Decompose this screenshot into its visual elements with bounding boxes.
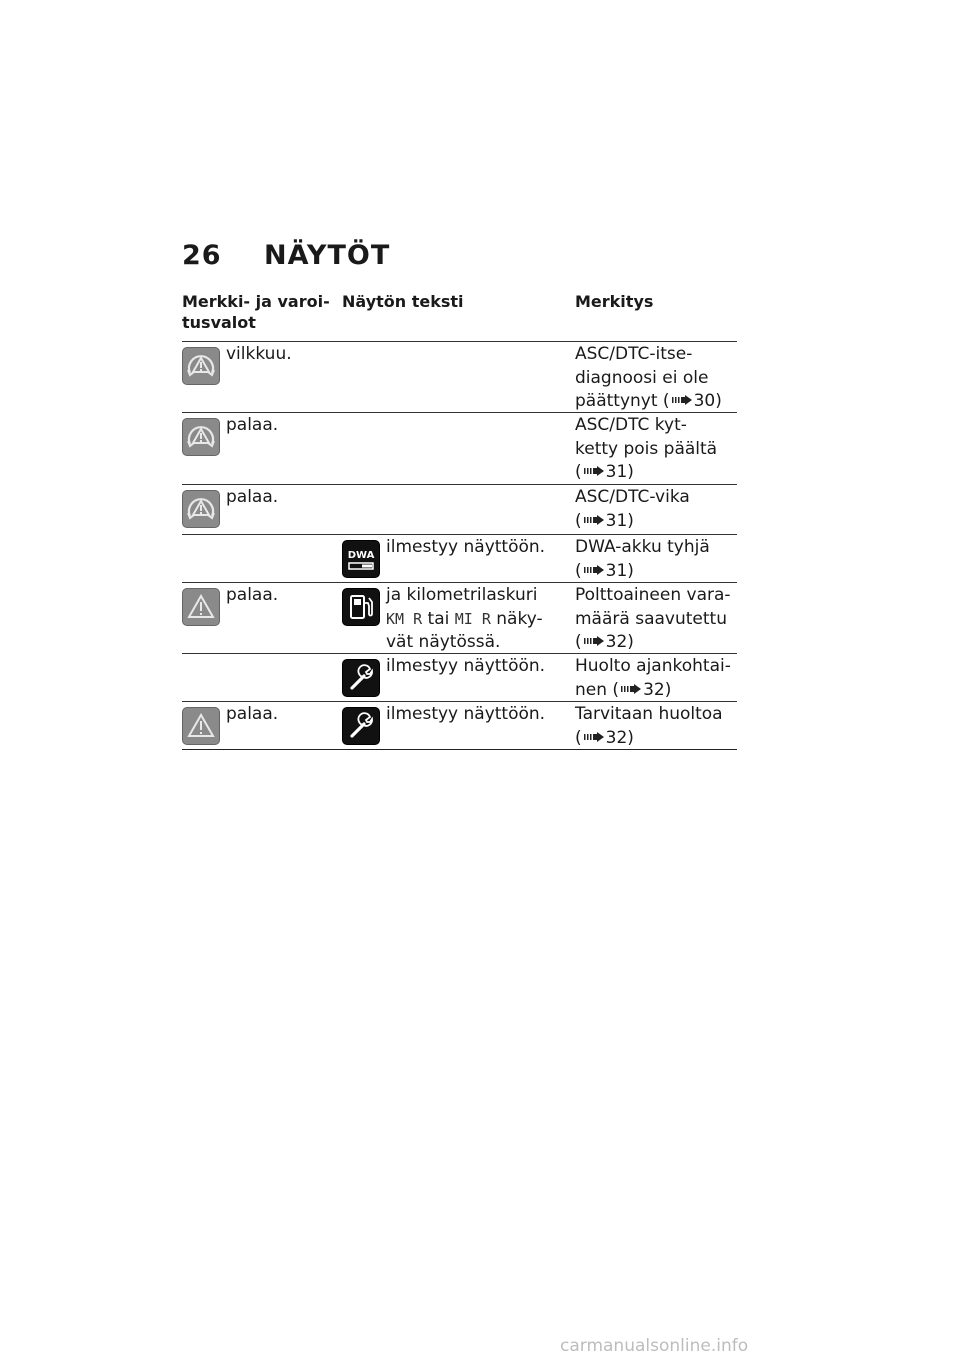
odometer-code-mi: MI R bbox=[454, 609, 491, 628]
meaning-text: Huolto ajankohtai- nen bbox=[575, 656, 731, 700]
page-header bbox=[182, 240, 390, 271]
meaning-text: Tarvitaan huoltoa bbox=[575, 704, 723, 724]
column-header-warning-lights: Merkki- ja varoi- tusvalot bbox=[182, 292, 330, 332]
svg-text:DWA: DWA bbox=[347, 550, 375, 561]
meaning-text: DWA-akku tyhjä bbox=[575, 537, 710, 557]
column-header-meaning: Merkitys bbox=[575, 292, 654, 311]
page-ref[interactable]: ( 32) bbox=[575, 632, 634, 652]
table-row bbox=[182, 702, 737, 750]
warning-state-text: vilkkuu. bbox=[226, 344, 292, 364]
reference-arrow-icon bbox=[621, 684, 641, 694]
reference-arrow-icon bbox=[672, 395, 692, 405]
page-ref[interactable]: ( 31) bbox=[575, 560, 634, 581]
warning-state-text: palaa. bbox=[226, 415, 279, 435]
meaning-text: ASC/DTC kyt- ketty pois päältä bbox=[575, 415, 718, 459]
meaning-text: Polttoaineen vara- määrä saavutettu bbox=[575, 585, 731, 629]
warning-state-text: palaa. bbox=[226, 487, 279, 507]
page-ref[interactable]: ( 30) bbox=[657, 391, 722, 411]
fuel-reserve-icon bbox=[342, 588, 380, 626]
table-row bbox=[182, 583, 737, 654]
asc-warning-icon bbox=[182, 418, 220, 456]
watermark: carmanualsonline.info bbox=[560, 1336, 749, 1356]
wrench-service-icon bbox=[342, 659, 380, 697]
table-header bbox=[182, 291, 737, 342]
table-row bbox=[182, 654, 737, 702]
indicator-table bbox=[182, 291, 737, 750]
reference-arrow-icon bbox=[584, 636, 604, 646]
page-ref[interactable]: ( 32) bbox=[607, 679, 672, 700]
table-row bbox=[182, 535, 737, 583]
reference-arrow-icon bbox=[584, 466, 604, 476]
asc-warning-icon bbox=[182, 490, 220, 528]
meaning-text: ASC/DTC-itse- diagnoosi ei ole päättynyt bbox=[575, 344, 709, 411]
display-text: ilmestyy näyttöön. bbox=[386, 537, 546, 557]
page-ref[interactable]: ( 31) bbox=[575, 510, 634, 531]
odometer-code-km: KM R bbox=[386, 609, 423, 628]
general-warning-icon bbox=[182, 707, 220, 745]
table-row bbox=[182, 413, 737, 485]
display-text: ja kilometrilaskuri KM R tai MI R näky- vät näytössä. bbox=[386, 585, 543, 652]
table-row bbox=[182, 485, 737, 535]
reference-arrow-icon bbox=[584, 565, 604, 575]
wrench-service-icon bbox=[342, 707, 380, 745]
reference-arrow-icon bbox=[584, 515, 604, 525]
display-text: ilmestyy näyttöön. bbox=[386, 704, 546, 724]
asc-warning-icon bbox=[182, 347, 220, 385]
display-text: ilmestyy näyttöön. bbox=[386, 656, 546, 676]
page-title: NÄYTÖT bbox=[264, 240, 391, 271]
warning-state-text: palaa. bbox=[226, 704, 279, 724]
meaning-text: ASC/DTC-vika bbox=[575, 487, 690, 507]
page-ref[interactable]: ( 31) bbox=[575, 462, 634, 482]
general-warning-icon bbox=[182, 588, 220, 626]
warning-state-text: palaa. bbox=[226, 585, 279, 605]
page-ref[interactable]: ( 32) bbox=[575, 727, 634, 748]
table-row bbox=[182, 342, 737, 413]
column-header-display-text: Näytön teksti bbox=[342, 292, 464, 311]
dwa-battery-icon bbox=[342, 540, 380, 578]
page-number: 26 bbox=[182, 240, 222, 271]
reference-arrow-icon bbox=[584, 732, 604, 742]
